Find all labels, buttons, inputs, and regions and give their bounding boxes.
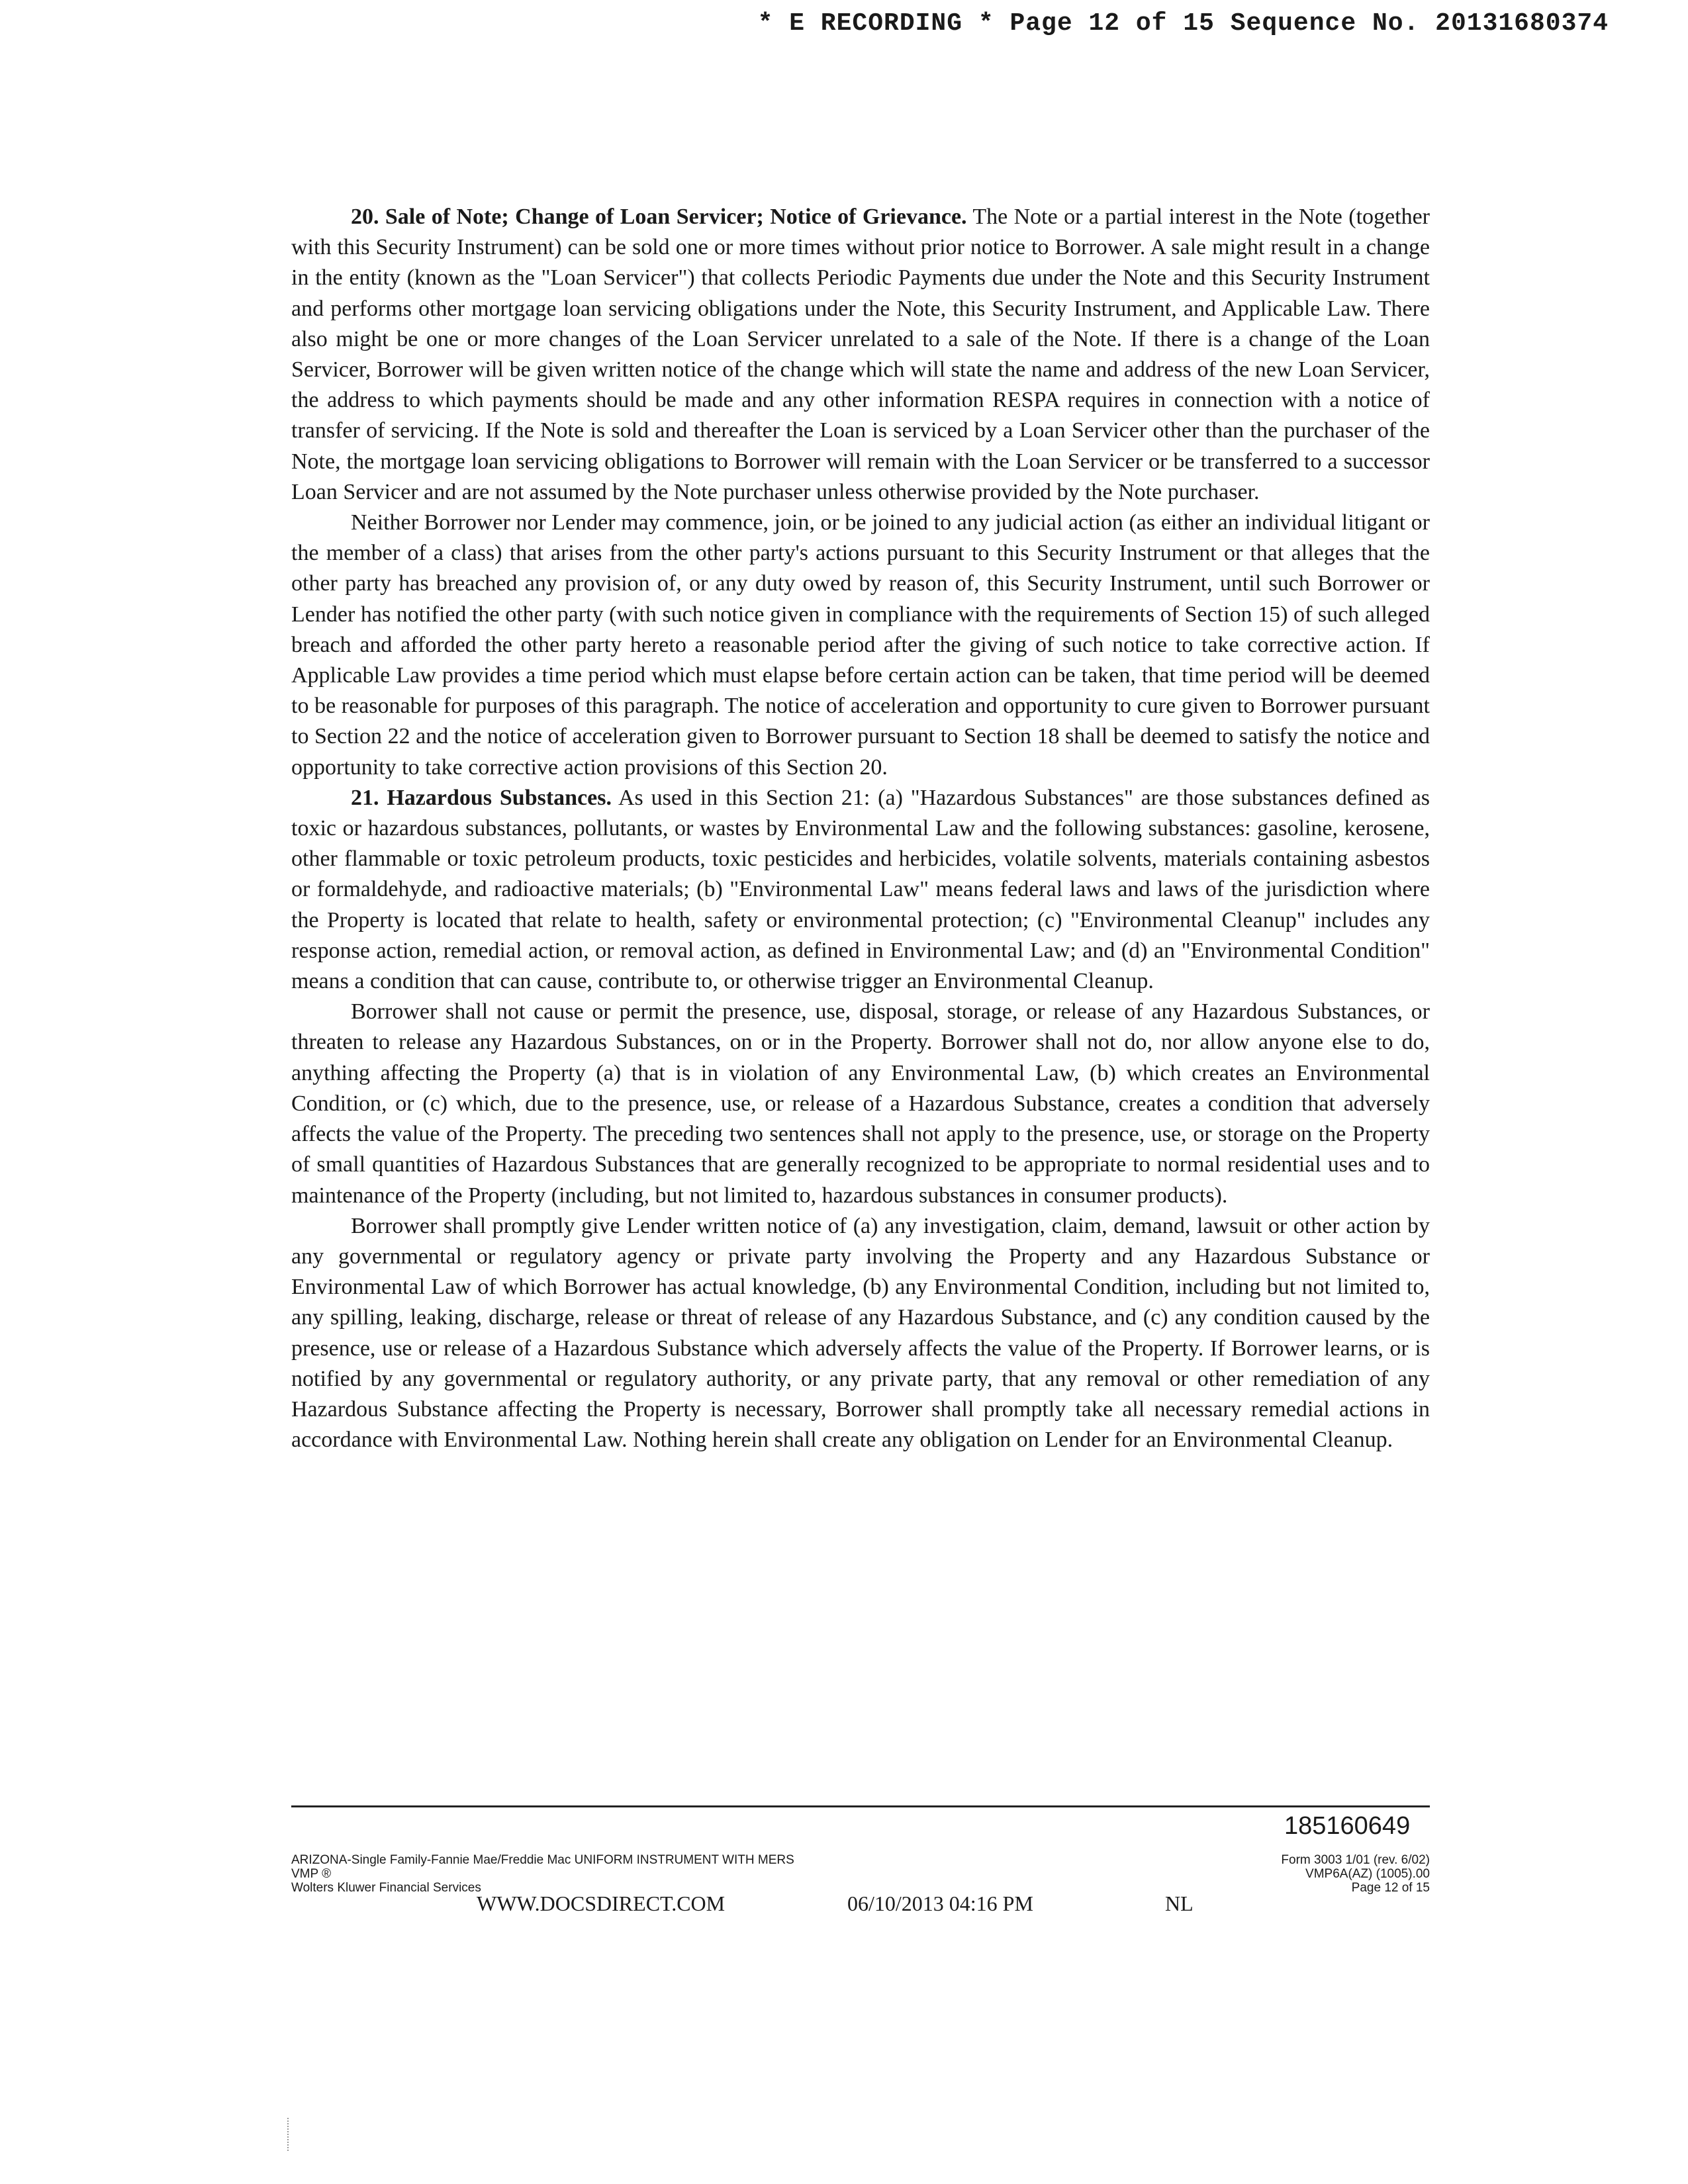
publisher: Wolters Kluwer Financial Services xyxy=(291,1881,481,1895)
vmp-mark: VMP ® xyxy=(291,1867,332,1881)
section-21-text: As used in this Section 21: (a) "Hazardous Substances" are those substances defined as toxic or hazardous substances, pollutants, or wastes by Environmental Law and the following substances: gasoline, kerosene, other flammable or toxic petroleum products, toxic pesticides and herbicides, volatile solvents, materials containing asbestos or formaldehyde, and radioactive materials; (b) "Environmental Law" means federal laws and laws of the jurisdiction where the Property is located that relate to health, safety or environmental protection; (c) "Environmental Cleanup" includes any response action, remedial action, or removal action, as defined in Environmental Law; and (d) an "Environmental Condition" means a condition that can cause, contribute to, or otherwise trigger an Environmental Cleanup. xyxy=(291,785,1430,994)
section-20-paragraph-2: Neither Borrower nor Lender may commence, join, or be joined to any judicial action (as either an individual litigant or the member of a class) that arises from the other party's actions pursuant to this Security Instrument or that alleges that the other party has breached any provision of, or any duty owed by reason of, this Security Instrument, until such Borrower or Lender has notified the other party (with such notice given in compliance with the requirements of Section 15) of such alleged breach and afforded the other party hereto a reasonable period after the giving of such notice to take corrective action. If Applicable Law provides a time period which must elapse before certain action can be taken, that time period will be deemed to be reasonable for purposes of this paragraph. The notice of acceleration and opportunity to cure given to Borrower pursuant to Section 22 and the notice of acceleration given to Borrower pursuant to Section 18 shall be deemed to satisfy the notice and opportunity to take corrective action provisions of this Section 20. xyxy=(291,510,1430,780)
section-20-heading: 20. Sale of Note; Change of Loan Servicer; Notice of Grievance. xyxy=(351,205,967,229)
initials: NL xyxy=(1165,1891,1194,1915)
footer-form-codes xyxy=(1165,1853,1430,1895)
recording-stamp: * E RECORDING * Page 12 of 15 Sequence No. 20131680374 xyxy=(757,9,1609,38)
page-label: Page 12 of 15 xyxy=(1351,1881,1430,1895)
section-21-paragraph-3: Borrower shall promptly give Lender written notice of (a) any investigation, claim, demand, lawsuit or other action by any governmental or regulatory agency or private party involving the Property and any Hazardous Substance or Environmental Law of which Borrower has actual knowledge, (b) any Environmental Condition, including but not limited to, any spilling, leaking, discharge, release or threat of release of any Hazardous Substance, and (c) any condition caused by the presence, use or release of a Hazardous Substance which adversely affects the value of the Property. If Borrower learns, or is notified by any governmental or regulatory authority, or any private party, that any removal or other remediation of any Hazardous Substance affecting the Property is necessary, Borrower shall promptly take all necessary remedial actions in accordance with Environmental Law. Nothing herein shall create any obligation on Lender for an Environmental Cleanup. xyxy=(291,1213,1430,1453)
document-body xyxy=(291,202,1430,1455)
section-21-paragraph-2: Borrower shall not cause or permit the presence, use, disposal, storage, or release of any Hazardous Substances, or threaten to release any Hazardous Substances, on or in the Property. Borrower shall not do, nor allow anyone else to do, anything affecting the Property (a) that is in violation of any Environmental Law, (b) which creates an Environmental Condition, or (c) which, due to the presence, use, or release of a Hazardous Substance, creates a condition that adversely affects the value of the Property. The preceding two sentences shall not apply to the presence, use, or storage on the Property of small quantities of Hazardous Substances that are generally recognized to be appropriate to normal residential uses and to maintenance of the Property (including, but not limited to, hazardous substances in consumer products). xyxy=(291,999,1430,1208)
scan-artifact xyxy=(287,2118,289,2151)
print-datetime: 06/10/2013 04:16 PM xyxy=(847,1891,1033,1915)
section-20-paragraph-1 xyxy=(291,202,1430,508)
section-21-paragraph-1 xyxy=(291,783,1430,997)
website: WWW.DOCSDIRECT.COM xyxy=(477,1891,726,1915)
form-code: VMP6A(AZ) (1005).00 xyxy=(1305,1867,1430,1881)
footer-divider xyxy=(291,1805,1430,1807)
footer-form-info xyxy=(291,1853,794,1895)
form-title: ARIZONA-Single Family-Fannie Mae/Freddie Mac UNIFORM INSTRUMENT WITH MERS xyxy=(291,1853,794,1867)
section-20-text: The Note or a partial interest in the Note (together with this Security Instrument) can be sold one or more times without prior notice to Borrower. A sale might result in a change in the entity (known as the "Loan Servicer") that collects Periodic Payments due under the Note and this Security Instrument and performs other mortgage loan servicing obligations under the Note, this Security Instrument, and Applicable Law. There also might be one or more changes of the Loan Servicer unrelated to a sale of the Note. If there is a change of the Loan Servicer, Borrower will be given written notice of the change which will state the name and address of the new Loan Servicer, the address to which payments should be made and any other information RESPA requires in connection with a notice of transfer of servicing. If the Note is sold and thereafter the Loan is serviced by a Loan Servicer other than the purchaser of the Note, the mortgage loan servicing obligations to Borrower will remain with the Loan Servicer or be transferred to a successor Loan Servicer and are not assumed by the Note purchaser unless otherwise provided by the Note purchaser. xyxy=(291,205,1430,504)
section-21-heading: 21. Hazardous Substances. xyxy=(351,785,612,810)
loan-number: 185160649 xyxy=(1284,1812,1411,1840)
form-number: Form 3003 1/01 (rev. 6/02) xyxy=(1281,1853,1430,1867)
